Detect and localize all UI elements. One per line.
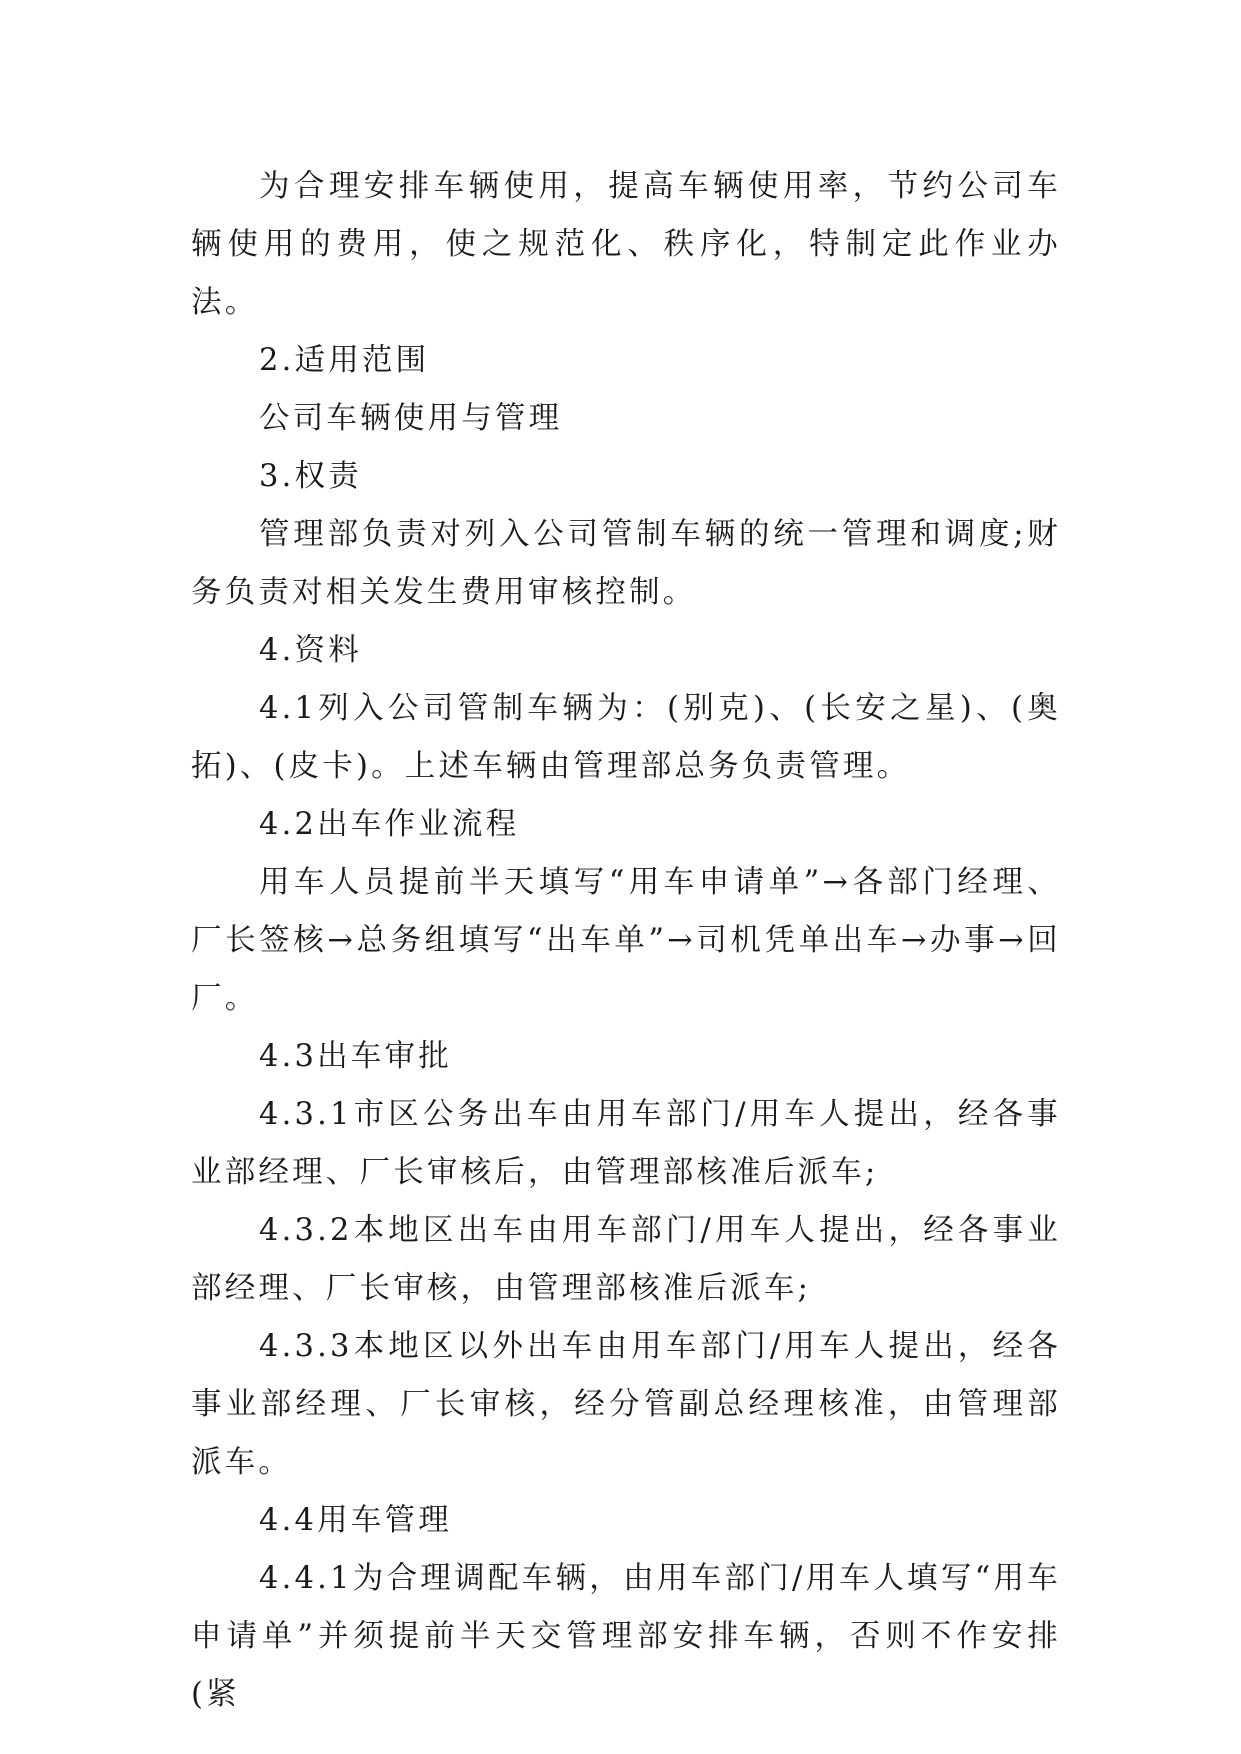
document-body bbox=[191, 158, 1061, 1724]
paragraph-4-3-3: 4.3.3本地区以外出车由用车部门/用车人提出，经各事业部经理、厂长审核，经分管副总经理核准，由管理部派车。 bbox=[191, 1329, 1061, 1480]
paragraph-responsibilities: 管理部负责对列入公司管制车辆的统一管理和调度;财务负责对相关发生费用审核控制。 bbox=[191, 517, 1061, 610]
paragraph-4-1-controlled-vehicles: 4.1列入公司管制车辆为：(别克)、(长安之星)、(奥拓)、(皮卡)。上述车辆由管理部总务负责管理。 bbox=[191, 691, 1061, 784]
heading-materials: 4.资料 bbox=[259, 633, 362, 668]
heading-4-4-vehicle-management: 4.4用车管理 bbox=[259, 1503, 452, 1538]
heading-responsibilities: 3.权责 bbox=[259, 459, 362, 494]
paragraph-dispatch-process: 用车人员提前半天填写“用车申请单”→各部门经理、厂长签核→总务组填写“出车单”→司机凭单出车→办事→回厂。 bbox=[191, 865, 1061, 1016]
heading-4-2-dispatch-process: 4.2出车作业流程 bbox=[259, 807, 520, 842]
paragraph-4-4-1: 4.4.1为合理调配车辆，由用车部门/用车人填写“用车申请单”并须提前半天交管理部安排车辆，否则不作安排(紧 bbox=[191, 1561, 1061, 1712]
paragraph-purpose: 为合理安排车辆使用，提高车辆使用率，节约公司车辆使用的费用，使之规范化、秩序化，特制定此作业办法。 bbox=[191, 169, 1061, 320]
paragraph-4-3-1: 4.3.1市区公务出车由用车部门/用车人提出，经各事业部经理、厂长审核后，由管理部核准后派车; bbox=[191, 1097, 1061, 1190]
paragraph-scope: 公司车辆使用与管理 bbox=[259, 401, 563, 436]
paragraph-4-3-2: 4.3.2本地区出车由用车部门/用车人提出，经各事业部经理、厂长审核，由管理部核准后派车; bbox=[191, 1213, 1061, 1306]
heading-scope: 2.适用范围 bbox=[259, 343, 430, 378]
heading-4-3-dispatch-approval: 4.3出车审批 bbox=[259, 1039, 452, 1074]
